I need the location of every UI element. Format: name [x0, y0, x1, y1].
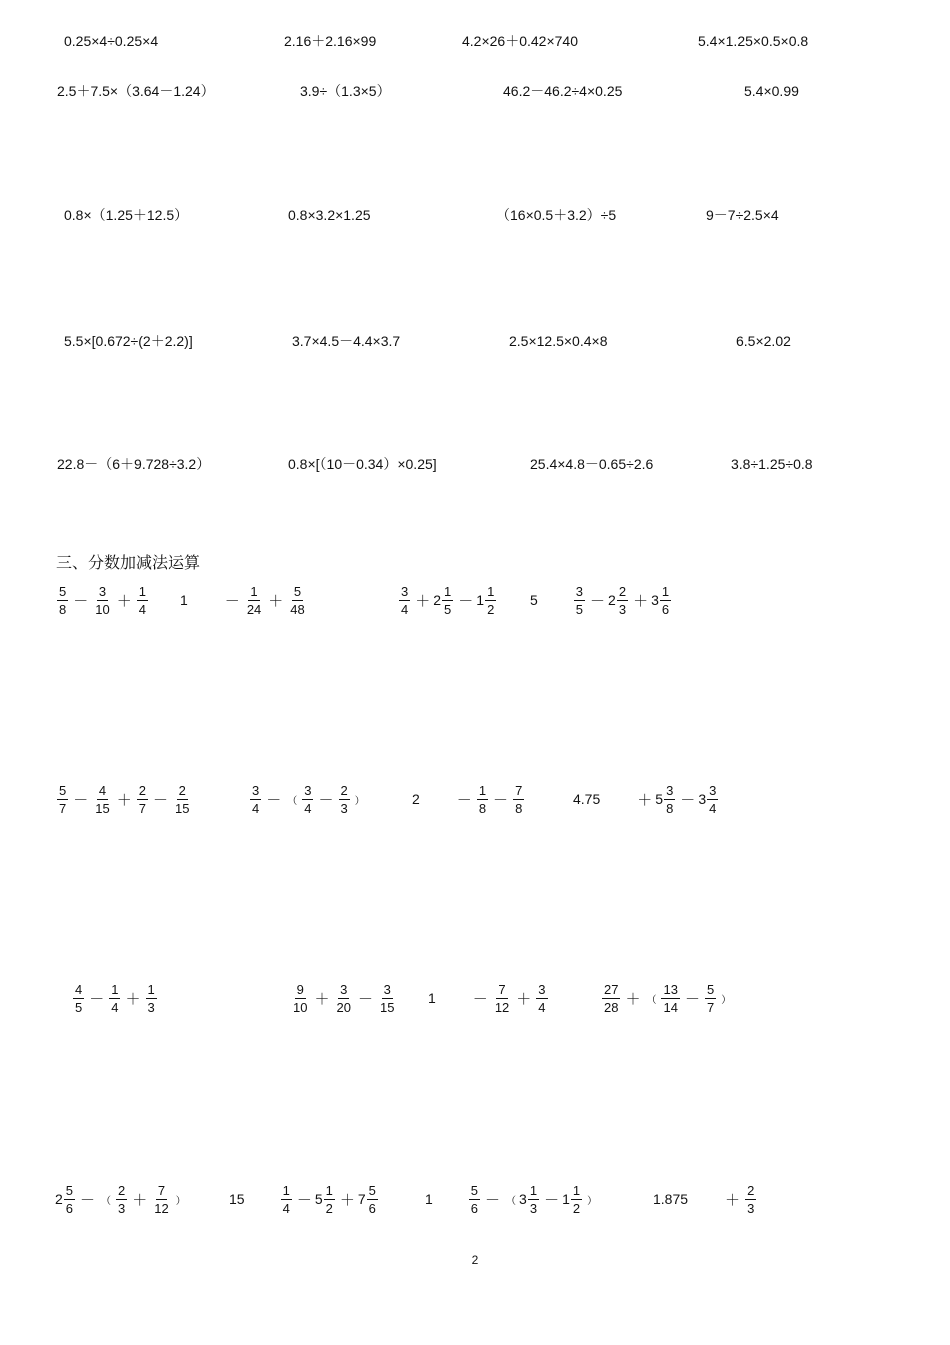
- operator: ＋: [125, 990, 141, 1008]
- parenthesis: （: [287, 795, 298, 807]
- fraction: [93, 584, 111, 617]
- denominator: 14: [663, 999, 678, 1015]
- exercise-expression: 0.8×[（10－0.34）×0.25]: [288, 456, 437, 472]
- fraction-expression: [425, 1178, 600, 1220]
- numerator: 3: [401, 583, 409, 599]
- fraction-expression: [180, 579, 309, 621]
- fraction-expression: [289, 977, 398, 1019]
- denominator: 2: [325, 1200, 333, 1216]
- fraction-expression: [397, 579, 498, 621]
- numerator: 1: [478, 782, 487, 798]
- numerator: 13: [663, 981, 678, 997]
- numerator: 1: [138, 583, 146, 599]
- numerator: 2: [747, 1182, 755, 1198]
- denominator: 15: [95, 800, 110, 816]
- denominator: 7: [59, 800, 67, 816]
- numerator: 5: [368, 1182, 376, 1198]
- whole-number: 3: [698, 791, 707, 807]
- whole-number: 3: [651, 592, 659, 608]
- denominator: 2: [572, 1200, 581, 1216]
- denominator: 4: [538, 999, 546, 1015]
- exercise-expression: 46.2－46.2÷4×0.25: [503, 83, 623, 99]
- page-number: 2: [471, 1253, 479, 1267]
- denominator: 4: [252, 800, 260, 816]
- exercise-expression: 2.5×12.5×0.4×8: [509, 333, 608, 349]
- fraction-expression: [412, 778, 526, 820]
- fraction: [602, 982, 620, 1015]
- fraction-expression: [248, 778, 368, 820]
- fraction: [245, 584, 263, 617]
- denominator: 2: [487, 601, 495, 617]
- denominator: 3: [340, 800, 348, 816]
- fraction: [334, 982, 352, 1015]
- answer-number: 4.75: [573, 791, 601, 807]
- fraction: [64, 1183, 75, 1216]
- numerator: 5: [65, 1182, 74, 1198]
- exercise-expression: 2.5＋7.5×（3.64－1.24）: [57, 83, 215, 99]
- numerator: 1: [325, 1182, 333, 1198]
- fraction: [399, 584, 410, 617]
- numerator: 2: [138, 782, 146, 798]
- exercise-expression: 3.9÷（1.3×5）: [300, 83, 391, 99]
- fraction: [367, 1183, 378, 1216]
- answer-number: 2: [412, 791, 420, 807]
- fraction: [73, 982, 84, 1015]
- fraction: [339, 783, 350, 816]
- numerator: 1: [529, 1182, 538, 1198]
- mixed-number: [358, 1183, 380, 1216]
- parenthesis: （: [506, 1195, 517, 1207]
- denominator: 3: [529, 1200, 538, 1216]
- operator: －: [357, 990, 373, 1008]
- denominator: 5: [75, 999, 83, 1015]
- fraction: [536, 982, 547, 1015]
- fraction-expression: [229, 1178, 380, 1220]
- numerator: 3: [575, 583, 584, 599]
- fraction: [116, 1183, 127, 1216]
- numerator: 2: [178, 782, 186, 798]
- fraction-expression: [55, 579, 150, 621]
- exercise-expression: 2.16＋2.16×99: [284, 33, 377, 49]
- denominator: 24: [246, 601, 262, 617]
- numerator: 5: [59, 583, 67, 599]
- fraction: [485, 584, 496, 617]
- fraction: [152, 1183, 170, 1216]
- fraction: [324, 1183, 335, 1216]
- numerator: 1: [444, 583, 452, 599]
- operator: ＋: [625, 990, 641, 1008]
- fraction: [378, 982, 396, 1015]
- fraction: [442, 584, 453, 617]
- numerator: 2: [618, 583, 627, 599]
- whole-number: 1: [562, 1191, 570, 1207]
- numerator: 7: [498, 981, 506, 997]
- fraction-expression: [573, 778, 720, 820]
- exercise-expression: 0.25×4÷0.25×4: [64, 33, 159, 49]
- mixed-number: [651, 584, 673, 617]
- whole-number: 2: [433, 592, 442, 608]
- denominator: 8: [478, 800, 487, 816]
- denominator: 12: [494, 999, 510, 1015]
- answer-number: 1.875: [653, 1191, 689, 1207]
- fraction-expression: [55, 778, 193, 820]
- operator: －: [680, 791, 696, 809]
- denominator: 15: [379, 999, 395, 1015]
- operator: －: [80, 1191, 96, 1209]
- operator: －: [73, 791, 89, 809]
- denominator: 5: [575, 601, 584, 617]
- numerator: 7: [515, 782, 523, 798]
- numerator: 5: [293, 583, 302, 599]
- operator: ＋: [116, 791, 132, 809]
- answer-number: 1: [428, 990, 436, 1006]
- operator: －: [456, 791, 472, 809]
- denominator: 3: [618, 601, 627, 617]
- operator: －: [493, 791, 509, 809]
- exercise-expression: 3.8÷1.25÷0.8: [731, 456, 813, 472]
- parenthesis: ）: [587, 1195, 598, 1207]
- fraction: [469, 1183, 480, 1216]
- numerator: 27: [604, 981, 619, 997]
- whole-number: 2: [608, 592, 616, 608]
- fraction: [137, 783, 148, 816]
- numerator: 9: [296, 981, 304, 997]
- denominator: 4: [709, 800, 717, 816]
- operator: ＋: [268, 592, 284, 610]
- numerator: 1: [487, 583, 495, 599]
- operator: －: [472, 990, 488, 1008]
- parenthesis: （: [646, 994, 657, 1006]
- fraction: [302, 783, 313, 816]
- numerator: 4: [75, 981, 83, 997]
- operator: ＋: [637, 791, 653, 809]
- fraction: [617, 584, 628, 617]
- fraction: [574, 584, 585, 617]
- fraction: [661, 982, 679, 1015]
- fraction-expression: [428, 977, 550, 1019]
- operator: ＋: [415, 592, 431, 610]
- operator: ＋: [339, 1191, 355, 1209]
- denominator: 15: [174, 800, 190, 816]
- answer-number: 1: [180, 592, 188, 608]
- operator: ＋: [132, 1191, 148, 1209]
- denominator: 48: [290, 601, 305, 617]
- denominator: 4: [304, 800, 312, 816]
- fraction-expression: [600, 977, 734, 1019]
- operator: ＋: [116, 592, 132, 610]
- numerator: 3: [709, 782, 717, 798]
- whole-number: 3: [519, 1191, 527, 1207]
- numerator: 5: [470, 1182, 479, 1198]
- whole-number: 1: [476, 592, 485, 608]
- whole-number: 5: [655, 791, 664, 807]
- fraction-row: [0, 579, 950, 621]
- fraction-expression: [530, 579, 673, 621]
- denominator: 8: [59, 601, 67, 617]
- numerator: 1: [282, 1182, 290, 1198]
- numerator: 3: [98, 583, 107, 599]
- exercise-expression: （16×0.5＋3.2）÷5: [496, 207, 617, 223]
- mixed-number: [476, 584, 498, 617]
- numerator: 3: [252, 782, 260, 798]
- numerator: 3: [666, 782, 674, 798]
- numerator: 1: [572, 1182, 581, 1198]
- parenthesis: ）: [354, 795, 365, 807]
- operator: ＋: [725, 1191, 741, 1209]
- fraction: [571, 1183, 582, 1216]
- denominator: 4: [138, 601, 146, 617]
- exercise-expression: 22.8－（6＋9.728÷3.2）: [57, 456, 211, 472]
- section-title: 三、分数加减法运算: [56, 553, 201, 572]
- fraction: [109, 982, 120, 1015]
- answer-number: 5: [530, 592, 538, 608]
- fraction: [93, 783, 111, 816]
- denominator: 6: [65, 1200, 74, 1216]
- mixed-number: [608, 584, 630, 617]
- exercise-expression: 6.5×2.02: [736, 333, 791, 349]
- denominator: 4: [282, 1200, 290, 1216]
- fraction-row: [0, 1178, 950, 1220]
- fraction: [664, 783, 675, 816]
- mixed-number: [519, 1183, 541, 1216]
- mixed-number: [562, 1183, 584, 1216]
- fraction-row: [0, 778, 950, 820]
- whole-number: 5: [314, 1191, 323, 1207]
- numerator: 4: [98, 782, 107, 798]
- parenthesis: （: [101, 1195, 112, 1207]
- mixed-number: [433, 584, 455, 617]
- denominator: 5: [444, 601, 452, 617]
- exercise-expression: 4.2×26＋0.42×740: [462, 33, 578, 49]
- numerator: 5: [706, 981, 715, 997]
- numerator: 2: [118, 1182, 126, 1198]
- answer-number: 1: [425, 1191, 433, 1207]
- fraction: [528, 1183, 539, 1216]
- numerator: 1: [147, 981, 155, 997]
- fraction: [477, 783, 488, 816]
- denominator: 4: [111, 999, 119, 1015]
- numerator: 7: [157, 1182, 166, 1198]
- denominator: 6: [661, 601, 670, 617]
- operator: －: [152, 791, 168, 809]
- numerator: 1: [661, 583, 670, 599]
- mixed-number: [55, 1183, 77, 1216]
- exercise-expression: 5.4×1.25×0.5×0.8: [698, 33, 809, 49]
- operator: ＋: [633, 592, 649, 610]
- fraction: [705, 982, 716, 1015]
- denominator: 20: [336, 999, 351, 1015]
- denominator: 6: [368, 1200, 376, 1216]
- fraction: [291, 982, 309, 1015]
- fraction: [57, 584, 68, 617]
- numerator: 5: [59, 782, 67, 798]
- operator: －: [485, 1191, 501, 1209]
- exercise-expression: 5.5×[0.672÷(2＋2.2)]: [64, 333, 193, 349]
- mixed-number: [698, 783, 720, 816]
- exercise-expression: 25.4×4.8－0.65÷2.6: [530, 456, 654, 472]
- denominator: 7: [706, 999, 715, 1015]
- operator: －: [89, 990, 105, 1008]
- fraction: [745, 1183, 756, 1216]
- fraction: [288, 584, 306, 617]
- denominator: 3: [747, 1200, 755, 1216]
- exercise-expression: 0.8×3.2×1.25: [288, 207, 371, 223]
- mixed-number: [655, 783, 677, 816]
- numerator: 1: [250, 583, 258, 599]
- exercise-expression: 9－7÷2.5×4: [706, 207, 779, 223]
- fraction: [281, 1183, 292, 1216]
- numerator: 3: [340, 981, 348, 997]
- operator: －: [73, 592, 89, 610]
- mixed-number: [315, 1183, 337, 1216]
- denominator: 12: [154, 1200, 169, 1216]
- operator: －: [458, 592, 474, 610]
- fraction: [493, 982, 511, 1015]
- numerator: 1: [111, 981, 119, 997]
- operator: －: [684, 990, 700, 1008]
- operator: ＋: [516, 990, 532, 1008]
- denominator: 6: [470, 1200, 479, 1216]
- exercise-expression: 5.4×0.99: [744, 83, 799, 99]
- numerator: 3: [304, 782, 312, 798]
- numerator: 3: [538, 981, 546, 997]
- operator: －: [544, 1191, 560, 1209]
- operator: －: [296, 1191, 312, 1209]
- whole-number: 7: [357, 1191, 366, 1207]
- whole-number: 2: [55, 1191, 63, 1207]
- operator: －: [266, 791, 282, 809]
- operator: ＋: [314, 990, 330, 1008]
- numerator: 3: [383, 981, 391, 997]
- denominator: 10: [293, 999, 308, 1015]
- parenthesis: ）: [721, 994, 732, 1006]
- fraction-row: [0, 977, 950, 1019]
- denominator: 28: [604, 999, 619, 1015]
- denominator: 8: [515, 800, 523, 816]
- fraction: [707, 783, 718, 816]
- parenthesis: ）: [175, 1195, 186, 1207]
- operator: －: [318, 791, 334, 809]
- denominator: 8: [666, 800, 674, 816]
- fraction-expression: [71, 977, 159, 1019]
- fraction: [250, 783, 261, 816]
- denominator: 4: [401, 601, 409, 617]
- exercise-expression: 3.7×4.5－4.4×3.7: [292, 333, 401, 349]
- exercise-expression: 0.8×（1.25＋12.5）: [64, 207, 189, 223]
- fraction: [146, 982, 157, 1015]
- numerator: 2: [340, 782, 348, 798]
- fraction: [660, 584, 671, 617]
- fraction-expression: [653, 1178, 758, 1220]
- operator: －: [224, 592, 240, 610]
- fraction: [137, 584, 148, 617]
- fraction: [513, 783, 524, 816]
- answer-number: 15: [229, 1191, 245, 1207]
- denominator: 3: [147, 999, 155, 1015]
- denominator: 3: [118, 1200, 126, 1216]
- fraction: [173, 783, 191, 816]
- operator: －: [590, 592, 606, 610]
- fraction-expression: [55, 1178, 189, 1220]
- denominator: 7: [138, 800, 146, 816]
- fraction: [57, 783, 68, 816]
- denominator: 10: [95, 601, 110, 617]
